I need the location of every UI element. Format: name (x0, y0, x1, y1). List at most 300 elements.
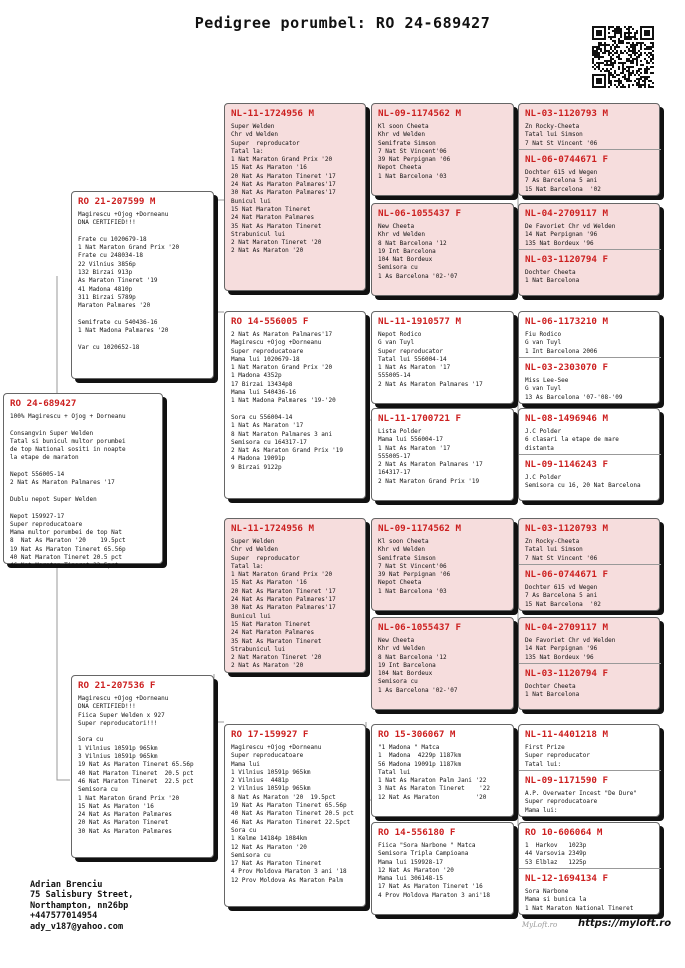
website-link[interactable]: https://myloft.ro (578, 918, 672, 929)
pigeon-info-line: 2 Nat As Maraton Grand Prix '19 (231, 447, 343, 455)
pigeon-info-line: G van Tuyl (378, 339, 415, 347)
pigeon-info-line: Kl soon Cheeta (378, 123, 429, 130)
pigeon-info-line (78, 311, 208, 319)
pigeon-info-line: Fiica Super Welden x 927 (78, 711, 165, 719)
pigeon-pair-7 (518, 724, 660, 817)
pigeon-info-line: la etape de maraton (10, 454, 79, 462)
pigeon-ring-number: RO 24-689427 (10, 398, 77, 409)
pigeon-info-line: Tatal si bunicul multor porumbei (10, 437, 126, 445)
pigeon-info-line: Bunicul lui (231, 612, 271, 620)
pigeon-card-sds[interactable] (371, 311, 514, 404)
pigeon-info-line: Fiica "Sora Narbone " Matca (378, 842, 476, 849)
pigeon-info-line: 19 Nat As Maraton Tineret 65.56p (231, 802, 347, 810)
pigeon-info-line: Nepot Cheeta (378, 579, 422, 587)
pigeon-info-line: 56 Madona 19091p 1187km (378, 760, 462, 768)
pigeon-info-line: Semisora cu (78, 786, 118, 794)
pigeon-info-line: 39 Nat Perpignan '06 (378, 571, 451, 579)
pigeon-ring-number: NL-06-1055437 F (378, 208, 461, 219)
pigeon-description (525, 538, 656, 563)
pigeon-card-sdd[interactable] (371, 408, 514, 501)
pigeon-card-g9[interactable] (519, 519, 661, 565)
pigeon-info-line: 19 Int Barcelona (378, 661, 436, 669)
pigeon-ring-number: NL-08-1496946 M (525, 413, 608, 424)
pigeon-description (231, 123, 360, 256)
owner-address-line-2: Northampton, nn26bp (30, 900, 129, 911)
pigeon-ring-number: NL-09-1174562 M (378, 108, 461, 119)
page-title: Pedigree porumbel: RO 24-689427 (194, 14, 491, 32)
pigeon-ring-number: NL-03-1120794 F (525, 668, 608, 679)
pigeon-card-g15[interactable] (519, 823, 661, 869)
pigeon-info-line: Mama lui: (525, 806, 558, 814)
pigeon-card-g16[interactable] (519, 869, 661, 916)
pigeon-card-dss[interactable] (371, 518, 514, 611)
pigeon-info-line: 12 Nat As Maraton '20 (378, 866, 454, 874)
pigeon-info-line: Miss Lee-See (525, 377, 569, 384)
pigeon-info-line: 39 Nat Perpignan '06 (378, 156, 451, 164)
pigeon-description (525, 584, 656, 609)
pigeon-description (231, 744, 360, 885)
pigeon-card-g12[interactable] (519, 664, 661, 711)
pigeon-info-line: 2 Nat As Maraton Palmares'17 (231, 331, 333, 338)
pigeon-info-line: Lista Polder (378, 428, 422, 435)
pigeon-info-line: De Favoriet Chr vd Welden (525, 223, 616, 230)
pigeon-info-line: Bunicul lui (231, 197, 271, 205)
pigeon-description (525, 842, 656, 867)
pigeon-info-line: 30 Nat As Maraton Palmares'17 (231, 189, 336, 197)
pigeon-info-line: 1 Nat Maraton Grand Prix '20 (78, 244, 180, 252)
pigeon-info-line: Magirescu +Ojog +Dorneanu (78, 695, 169, 702)
pigeon-ring-number: RO 15-306067 M (378, 729, 456, 740)
pigeon-ring-number: RO 21-207599 M (78, 196, 156, 207)
pigeon-description (525, 790, 656, 815)
pigeon-info-line: 7 Nat St Vincent'06 (378, 562, 447, 570)
pigeon-info-line: Dochter 615 vd Wegen (525, 584, 598, 591)
pigeon-info-line: Var cu 1020652-18 (78, 343, 140, 351)
pigeon-info-line: 12 Nat As Maraton '20 (231, 843, 307, 851)
pigeon-description (378, 123, 508, 181)
pigeon-info-line: Super reproducatoare (231, 752, 304, 760)
pigeon-ring-number: NL-06-0744671 F (525, 154, 608, 165)
pigeon-info-line: Sora Narbone (525, 888, 569, 895)
pigeon-info-line: Chr vd Welden (231, 131, 278, 139)
pigeon-info-line: 8 Nat Maraton Palmares 3 ani (231, 430, 333, 438)
pigeon-info-line: De Favoriet Chr vd Welden (525, 637, 616, 644)
pigeon-info-line: 24 Nat As Maraton Palmares'17 (231, 596, 336, 604)
pigeon-info-line: Khr vd Welden (378, 645, 425, 653)
pigeon-info-line: 46 Nat Maraton Tineret 22.5 pct (78, 777, 194, 785)
pigeon-card-g7[interactable] (519, 409, 661, 455)
pigeon-card-g10[interactable] (519, 565, 661, 612)
pigeon-card-g5[interactable] (519, 312, 661, 358)
pigeon-description (525, 637, 656, 662)
pigeon-card-ssd[interactable] (371, 203, 514, 296)
pigeon-info-line: Strabunicul lui (231, 230, 286, 238)
pigeon-info-line: 20 Nat As Maraton Tineret '17 (231, 587, 336, 595)
pigeon-ring-number: RO 21-207536 F (78, 680, 156, 691)
pigeon-description (231, 331, 360, 472)
pigeon-card-dam-dam[interactable] (224, 724, 366, 907)
pigeon-description (525, 744, 656, 769)
pigeon-info-line: Semisora Tripla Campioana (378, 850, 469, 858)
pigeon-card-dds[interactable] (371, 724, 514, 817)
pigeon-info-line: Magirescu +Ojog +Dorneanu (78, 211, 169, 218)
pigeon-description (378, 223, 508, 281)
pigeon-info-line: Semisora cu (231, 851, 271, 859)
pigeon-card-g1[interactable] (519, 104, 661, 150)
pigeon-ring-number: NL-04-2709117 M (525, 208, 608, 219)
pigeon-info-line: Tatal lui Simson (525, 546, 583, 554)
pigeon-ring-number: NL-11-1724956 M (231, 108, 314, 119)
pigeon-info-line: 13 As Barcelona '07-'08-'09 (525, 393, 623, 401)
pigeon-description (525, 377, 656, 402)
pigeon-card-g14[interactable] (519, 771, 661, 818)
pigeon-info-line: 164317-17 (378, 469, 411, 477)
owner-name: Adrian Brenciu (30, 880, 103, 890)
pigeon-ring-number: NL-03-2303070 F (525, 362, 608, 373)
pigeon-info-line: Khr vd Welden (378, 546, 425, 554)
pigeon-ring-number: NL-04-2709117 M (525, 622, 608, 633)
pigeon-pair-4 (518, 408, 660, 501)
owner-phone: +447577014954 (30, 911, 98, 922)
pigeon-info-line: 2 Nat As Maraton Palmares '17 (378, 380, 483, 388)
pigeon-info-line: Sora cu 556004-14 (231, 413, 293, 421)
pigeon-info-line: 12 Nat As Maraton '20 (378, 793, 487, 801)
pigeon-info-line: Semifrate Simson (378, 554, 436, 562)
pigeon-info-line: 22 Vilnius 3856p (78, 260, 136, 268)
pigeon-info-line: 15 Nat Maraton Tineret (231, 205, 311, 213)
pigeon-info-line (78, 335, 208, 343)
pigeon-info-line (10, 463, 157, 471)
pigeon-info-line: Maraton Palmares '20 (78, 302, 151, 310)
pigeon-info-line (231, 406, 360, 414)
pigeon-info-line: 1 Nat Maraton National Tineret (525, 904, 634, 912)
pigeon-info-line: 2 Nat As Maraton '20 (231, 662, 304, 670)
pigeon-info-line: Super reproducator (378, 347, 444, 355)
pigeon-info-line: 20 Nat As Maraton Tineret '17 (231, 172, 336, 180)
pigeon-ring-number: NL-12-1694134 F (525, 873, 608, 884)
pigeon-ring-number: RO 17-159927 F (231, 729, 309, 740)
pigeon-description (525, 123, 656, 148)
pigeon-card-g6[interactable] (519, 358, 661, 405)
pigeon-info-line: 2 Nat As Maraton '20 (231, 247, 304, 255)
pigeon-ring-number: NL-06-0744671 F (525, 569, 608, 580)
pigeon-card-dam-sire[interactable] (224, 518, 366, 673)
pigeon-info-line: 14 Nat Perpignan '96 (525, 231, 598, 239)
pigeon-info-line: 104 Nat Bordeux (378, 670, 433, 678)
pigeon-info-line: 30 Nat As Maraton Palmares (78, 827, 172, 835)
pigeon-info-line: 104 Nat Bordeux (378, 256, 433, 264)
pigeon-card-g2[interactable] (519, 150, 661, 197)
pigeon-info-line: 20 Nat As Maraton Tineret (78, 819, 169, 827)
pigeon-info-line: Super Welden (231, 538, 275, 545)
pigeon-info-line: Super Welden (231, 123, 275, 130)
pigeon-info-line: 9 Birzai 9122p (231, 463, 282, 471)
pigeon-info-line: 1 Nat As Maraton '17 (378, 444, 451, 452)
pigeon-description (525, 683, 656, 700)
pigeon-ring-number: NL-06-1055437 F (378, 622, 461, 633)
pigeon-info-line: Khr vd Welden (378, 231, 425, 239)
pigeon-info-line: 15 Nat As Maraton '16 (231, 579, 307, 587)
pigeon-card-g8[interactable] (519, 455, 661, 502)
pigeon-info-line: 1 Vilnius 10591p 965km (231, 768, 311, 776)
pigeon-description (378, 538, 508, 596)
pigeon-ring-number: NL-03-1120793 M (525, 108, 608, 119)
pigeon-info-line: Mama lui 159928-17 (378, 858, 444, 866)
pigeon-info-line: 1 Nat Maraton Grand Prix '20 (231, 156, 333, 164)
pigeon-info-line: 4 Prov Moldova Maraton 3 ani'18 (378, 891, 490, 899)
pigeon-info-line: Mama multor porumbei de top Nat (10, 529, 122, 537)
pigeon-info-line: 17 Nat As Maraton Tineret (231, 860, 322, 868)
pigeon-info-line: 15 Nat As Maraton '16 (231, 164, 307, 172)
pigeon-info-line: 1 Nat Madona Palmares '19-'20 (231, 397, 336, 405)
pigeon-description (525, 888, 656, 913)
pigeon-info-line: 19 Int Barcelona (378, 247, 436, 255)
pigeon-info-line: A.P. Overwater Incest "De Dure" (525, 790, 637, 797)
pigeon-ring-number: NL-11-4401218 M (525, 729, 608, 740)
pigeon-info-line: 100% Magirescu + Ojog + Dorneanu (10, 413, 126, 420)
pigeon-info-line: 15 Nat Barcelona '02 (525, 600, 601, 608)
pigeon-pair-8 (518, 822, 660, 915)
pigeon-pair-3 (518, 311, 660, 404)
pigeon-info-line: Tatal la: (231, 147, 264, 155)
pigeon-card-ddd[interactable] (371, 822, 514, 915)
pigeon-card-sire-dam[interactable] (224, 311, 366, 499)
pigeon-info-line: 555005-17 (378, 452, 411, 460)
pigeon-info-line: 19 Nat As Maraton Tineret 65.56p (10, 545, 126, 553)
pigeon-ring-number: NL-11-1700721 F (378, 413, 461, 424)
pigeon-description (378, 744, 508, 802)
pigeon-info-line: Super reproducatoare (231, 347, 304, 355)
pigeon-card-sire[interactable] (71, 191, 214, 379)
pigeon-info-line: 1 Madona 4229p 1187km (378, 752, 462, 760)
pigeon-ring-number: NL-09-1171590 F (525, 775, 608, 786)
owner-email[interactable]: ady_v187@yahoo.com (30, 921, 124, 932)
pigeon-info-line: 3 Vilnius 10591p 965km (78, 753, 158, 761)
pigeon-description (525, 223, 656, 248)
pigeon-info-line: DNA CERTIFIED!!! (78, 703, 136, 711)
pigeon-card-g3[interactable] (519, 204, 661, 250)
pigeon-info-line: 8 Nat As Maraton '20 19.5pct (10, 537, 126, 545)
pigeon-info-line: 1 Nat Maraton Grand Prix '20 (231, 571, 333, 579)
pigeon-info-line: Super reproducator (231, 554, 300, 562)
pigeon-info-line: 24 Nat Maraton Palmares (231, 214, 315, 222)
pigeon-info-line: 7 As Barcelona 5 ani (525, 177, 598, 185)
pigeon-info-line: Nepot Cheeta (378, 164, 422, 172)
pigeon-info-line: Khr vd Welden (378, 131, 425, 139)
pigeon-description (231, 538, 360, 671)
pigeon-info-line: de top National sositi in noapte (10, 446, 126, 454)
pigeon-info-line: 17 Nat As Maraton Tineret '16 (378, 883, 483, 891)
pigeon-info-line: distanta (525, 444, 554, 452)
pigeon-info-line: Nepot Rodico (378, 331, 422, 338)
pigeon-info-line: 24 Nat As Maraton Palmares (78, 811, 172, 819)
owner-contact (30, 880, 133, 932)
pigeon-description (378, 842, 508, 900)
pigeon-info-line: Tatal la: (231, 562, 264, 570)
pigeon-ring-number: NL-09-1146243 F (525, 459, 608, 470)
pigeon-info-line: Semisora cu (378, 678, 418, 686)
pigeon-info-line: New Cheeta (378, 637, 415, 644)
pigeon-card-g4[interactable] (519, 250, 661, 297)
pigeon-info-line: 41 Madona 4810p (78, 285, 133, 293)
pigeon-info-line: 2 Nat Maraton Tineret '20 (231, 239, 322, 247)
signature-watermark: MyLoft.ro (522, 921, 558, 929)
pigeon-info-line: Super reproducatori!!! (78, 719, 158, 727)
pigeon-info-line: Sora cu (231, 826, 257, 834)
pigeon-info-line (10, 421, 157, 429)
owner-address-line-1: 75 Salisbury Street, (30, 890, 134, 901)
pigeon-info-line: Nepot 159927-17 (10, 512, 65, 520)
pigeon-info-line: Super reproducator (525, 752, 591, 760)
pigeon-info-line: Semifrate Simson (378, 139, 436, 147)
pigeon-info-line: 1 Vilnius 10591p 965km (78, 744, 158, 752)
pigeon-info-line: 1 Nat As Maraton '17 (378, 364, 451, 372)
pigeon-info-line: 1 Nat Madona Palmares '20 (78, 327, 169, 335)
pigeon-info-line: "1 Madona " Matca (378, 744, 440, 751)
pigeon-info-line: 7 Nat St Vincent '06 (525, 554, 598, 562)
pigeon-info-line: 1 Nat Barcelona '03 (378, 172, 447, 180)
pigeon-info-line: DNA CERTIFIED!!! (78, 219, 136, 227)
pigeon-info-line: 15 Nat Maraton Tineret (231, 620, 311, 628)
pigeon-info-line: Semisora cu 16, 20 Nat Barcelona (525, 482, 641, 490)
pigeon-info-line: 17 Birzai 13434p8 (231, 380, 293, 388)
pigeon-ring-number: RO 10-606064 M (525, 827, 603, 838)
pigeon-ring-number: RO 14-556180 F (378, 827, 456, 838)
pigeon-card-g11[interactable] (519, 618, 661, 664)
pigeon-info-line: Super reproducator (231, 139, 300, 147)
pigeon-info-line: Frate cu 1020679-18 (78, 235, 147, 243)
pigeon-card-g13[interactable] (519, 725, 661, 771)
pigeon-info-line: 1 Nat As Maraton Palm Jani '22 (378, 777, 487, 785)
pigeon-info-line (78, 228, 208, 236)
pigeon-description (525, 269, 656, 286)
pigeon-ring-number: NL-11-1724956 M (231, 523, 314, 534)
pigeon-info-line: 132 Birzai 913p (78, 269, 133, 277)
pigeon-description (525, 169, 656, 194)
pigeon-info-line: 24 Nat Maraton Palmares (231, 629, 315, 637)
pigeon-pair-1 (518, 103, 660, 196)
pigeon-info-line: 2 Vilnius 10591p 965km (231, 785, 311, 793)
pigeon-info-line: As Maraton Tineret '19 (78, 277, 158, 285)
pigeon-description (525, 331, 656, 356)
pigeon-info-line: 7 Nat St Vincent'06 (378, 147, 447, 155)
pigeon-description (378, 637, 508, 695)
pigeon-info-line: 44 Varsovia 2349p (525, 850, 587, 858)
pigeon-description (525, 428, 656, 453)
pigeon-info-line: 1 As Barcelona '02-'07 (378, 686, 458, 694)
pigeon-card-dam[interactable] (71, 675, 214, 858)
pigeon-card-main[interactable] (3, 393, 163, 570)
pigeon-info-line: Tatal lui 556004-14 (378, 355, 447, 363)
pigeon-info-line: 40 Nat Maraton Tineret 20.5 pct (78, 769, 194, 777)
pigeon-pair-5 (518, 518, 660, 611)
pigeon-info-line: 555005-14 (378, 372, 411, 380)
pigeon-info-line: Mama lui 306148-15 (378, 875, 444, 883)
pigeon-info-line: Tatal lui (378, 768, 411, 776)
pigeon-description (10, 413, 157, 571)
pigeon-info-line: 1 As Barcelona '02-'07 (378, 272, 458, 280)
pigeon-info-line: 15 Nat As Maraton '16 (78, 802, 154, 810)
pigeon-info-line: 1 Nat Barcelona (525, 277, 580, 285)
pigeon-ring-number: NL-09-1174562 M (378, 523, 461, 534)
pigeon-description (78, 695, 208, 836)
pigeon-info-line: 40 Nat Maraton Tineret 20.5 pct (10, 554, 122, 562)
pigeon-info-line: Dublu nepot Super Welden (10, 495, 97, 503)
pigeon-info-line: 1 Harkov 1023p (525, 842, 587, 849)
pigeon-info-line: 3 Nat As Maraton Tineret '22 (378, 785, 490, 793)
pigeon-description (378, 331, 508, 389)
pigeon-info-line: Magirescu +Ojog +Dorneanu (231, 339, 322, 347)
pigeon-info-line: Dochter Cheeta (525, 683, 576, 690)
pigeon-info-line: 1 Nat As Maraton '17 (231, 422, 304, 430)
pigeon-card-dsd[interactable] (371, 617, 514, 710)
pigeon-info-line: 311 Birzai 5789p (78, 293, 136, 301)
pigeon-card-sss[interactable] (371, 103, 514, 196)
pigeon-info-line: Mama lui 556004-17 (378, 436, 444, 444)
pigeon-info-line: Semifrate cu 540436-16 (78, 318, 158, 326)
pigeon-info-line: 24 Nat As Maraton Palmares'17 (231, 181, 336, 189)
pigeon-info-line: 2 Nat As Maraton Palmares '17 (378, 461, 483, 469)
pigeon-info-line: 135 Nat Bordeux '96 (525, 653, 594, 661)
pigeon-info-line: 1 Nat Maraton Grand Prix '20 (231, 364, 333, 372)
pigeon-info-line: 40 Nat As Maraton Tineret 20.5 pct (231, 810, 354, 818)
pigeon-card-sire-sire[interactable] (224, 103, 366, 291)
pigeon-info-line: 4 Madona 19091p (231, 455, 286, 463)
pigeon-info-line: 8 Nat As Maraton '20 19.5pct (231, 793, 336, 801)
pigeon-info-line: Fiu Rodico (525, 331, 562, 338)
pigeon-description (78, 211, 208, 352)
pigeon-info-line: Kl soon Cheeta (378, 538, 429, 545)
pigeon-info-line: 1 Nat Barcelona (525, 691, 580, 699)
pigeon-info-line: Tatal lui: (525, 760, 562, 768)
pigeon-info-line: 2 Nat Maraton Grand Prix '19 (378, 477, 480, 485)
pigeon-info-line: Semisora cu (378, 264, 418, 272)
pigeon-info-line: 7 Nat St Vincent '06 (525, 139, 598, 147)
pigeon-info-line: Mama si bunica la (525, 896, 587, 904)
pigeon-ring-number: RO 14-556005 F (231, 316, 309, 327)
pigeon-info-line (10, 504, 157, 512)
pigeon-ring-number: NL-03-1120793 M (525, 523, 608, 534)
pigeon-info-line: Semisora cu 164317-17 (231, 438, 307, 446)
pigeon-info-line: Zn Rocky-Cheeta (525, 538, 580, 545)
pigeon-info-line: Zn Rocky-Cheeta (525, 123, 580, 130)
pigeon-info-line: Sora cu (78, 736, 104, 744)
pigeon-info-line: 1 Int Barcelona 2006 (525, 347, 598, 355)
pigeon-info-line: 1 Nat Maraton Grand Prix '20 (78, 794, 180, 802)
pigeon-pair-2 (518, 203, 660, 296)
pigeon-info-line: 46 Nat Maraton Tineret 22.5pct (10, 562, 119, 570)
pigeon-info-line: 14 Nat Perpignan '96 (525, 645, 598, 653)
pigeon-info-line: Nepot 556005-14 (10, 471, 65, 479)
pigeon-info-line: 12 Prov Moldova As Maraton Palm (231, 876, 343, 884)
pigeon-info-line: Mama lui 540436-16 (231, 389, 297, 397)
pigeon-ring-number: NL-11-1910577 M (378, 316, 461, 327)
pigeon-info-line: Mama lui 1020679-18 (231, 355, 300, 363)
pigeon-info-line: Chr vd Welden (231, 546, 278, 554)
pigeon-info-line: 135 Nat Bordeux '96 (525, 239, 594, 247)
pigeon-info-line: 2 Nat Maraton Tineret '20 (231, 654, 322, 662)
pigeon-info-line: 19 Nat As Maraton Tineret 65.56p (78, 761, 194, 769)
pigeon-info-line: 46 Nat As Maraton Tineret 22.5pct (231, 818, 351, 826)
pigeon-info-line: Dochter 615 vd Wegen (525, 169, 598, 176)
pigeon-info-line: 2 Vilnius 4481p (231, 777, 289, 785)
pigeon-info-line: J.C Polder (525, 428, 562, 435)
pigeon-info-line: 7 As Barcelona 5 ani (525, 592, 598, 600)
pigeon-info-line: First Prize (525, 744, 565, 751)
pigeon-ring-number: NL-06-1173210 M (525, 316, 608, 327)
pigeon-info-line: 15 Nat Barcelona '02 (525, 185, 601, 193)
pigeon-info-line: Strabunicul lui (231, 645, 286, 653)
